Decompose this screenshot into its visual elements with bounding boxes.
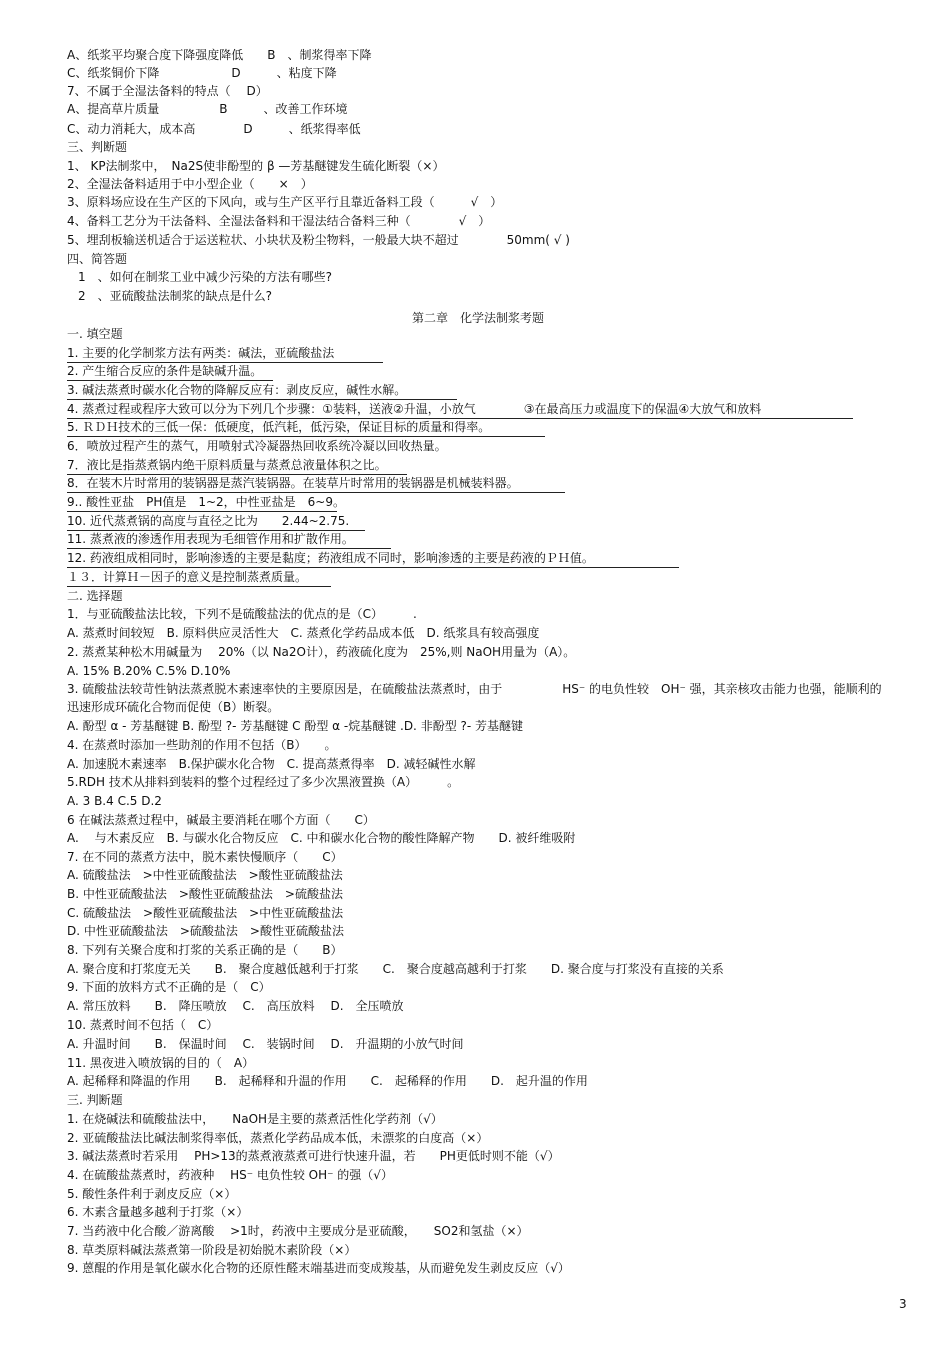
underlined-text: 10. 近代蒸煮锅的高度与直径之比为 2.44~2.75.: [67, 512, 365, 531]
text-line: 1、 KP法制浆中， Na2S使非酚型的 β —芳基醚键发生硫化断裂（×）: [67, 159, 445, 173]
text-line: [67, 344, 383, 363]
answer-options: A. 与木素反应 B. 与碳水化合物反应 C. 中和碳水化合物的酸性降解产物 D. 被纤维吸附: [67, 831, 576, 845]
question-line: 10. 蒸煮时间不包括（ C）: [67, 1018, 219, 1032]
answer-options: C. 硫酸盐法 >酸性亚硫酸盐法 >中性亚硫酸盐法: [67, 906, 344, 920]
answer-options: A. 蒸煮时间较短 B. 原料供应灵活性大 C. 蒸煮化学药品成本低 D. 纸浆具有较高强度: [67, 626, 540, 640]
underlined-text: 2. 产生缩合反应的条件是缺碱升温。: [67, 362, 273, 381]
question-line: 11. 黑夜进入喷放锅的目的（ A）: [67, 1056, 255, 1070]
answer-options: A. 加速脱木素速率 B.保护碳水化合物 C. 提高蒸煮得率 D. 减轻碱性水解: [67, 757, 476, 771]
section-heading: 一. 填空题: [67, 327, 123, 341]
text-line: 5. 酸性条件利于剥皮反应（×）: [67, 1187, 237, 1201]
text-line: 7、不属于全湿法备料的特点（ D）: [67, 84, 268, 98]
text-line: C、动力消耗大，成本高 D 、纸浆得率低: [67, 122, 361, 136]
question-line: 3. 硫酸盐法较苛性钠法蒸煮脱木素速率快的主要原因是，在硫酸盐法蒸煮时，由于 HS⁻ 的电负性较 OH⁻ 强，其亲核攻击能力也强，能顺利的迅速形成环硫化合物而促使（B）断裂。: [67, 682, 882, 714]
text-line: [67, 381, 457, 400]
underlined-text: 5. ＲＤＨ技术的三低一保：低硬度，低汽耗，低污染，保证目标的质量和得率。: [67, 418, 545, 437]
underlined-text: 7．液比是指蒸煮锅内绝干原料质量与蒸煮总液量体积之比。: [67, 456, 407, 475]
text-line: 3、原料场应设在生产区的下风向，或与生产区平行且靠近备料工段（ √ ）: [67, 195, 503, 209]
underlined-text: 12. 药液组成相同时，影响渗透的主要是黏度；药液组成不同时，影响渗透的主要是药液的ＰＨ值。: [67, 549, 679, 568]
answer-options: A. 起稀释和降温的作用 B. 起稀释和升温的作用 C. 起稀释的作用 D. 起升温的作用: [67, 1074, 588, 1088]
text-line: 4. 在硫酸盐蒸煮时，药液种 HS⁻ 电负性较 OH⁻ 的强（√）: [67, 1168, 393, 1182]
question-line: 8. 下列有关聚合度和打浆的关系正确的是（ B）: [67, 943, 343, 957]
question-line: 9. 下面的放料方式不正确的是（ C）: [67, 980, 271, 994]
text-line: A、纸浆平均聚合度下降强度降低 B 、制浆得率下降: [67, 48, 372, 62]
text-line: 9. 蒽醌的作用是氧化碳水化合物的还原性醛末端基进而变成羧基，从而避免发生剥皮反应（√）: [67, 1261, 570, 1275]
question-line: 6 在碱法蒸煮过程中，碱最主要消耗在哪个方面（ C）: [67, 813, 375, 827]
question-line: 5.RDH 技术从排料到装料的整个过程经过了多少次黑液置换（A） 。: [67, 775, 460, 789]
chapter-title: 第二章 化学法制浆考题: [412, 311, 545, 325]
text-line: 2. 亚硫酸盐法比碱法制浆得率低，蒸煮化学药品成本低，未漂浆的白度高（×）: [67, 1131, 489, 1145]
answer-options: D. 中性亚硫酸盐法 >硫酸盐法 >酸性亚硫酸盐法: [67, 924, 344, 938]
question-line: 1．与亚硫酸盐法比较，下列不是硫酸盐法的优点的是（C） .: [67, 607, 417, 621]
underlined-text: 8．在装木片时常用的装锅器是蒸汽装锅器。在装草片时常用的装锅器是机械装料器。: [67, 474, 565, 493]
text-line: 2 、亚硫酸盐法制浆的缺点是什么?: [78, 289, 273, 303]
text-line: [67, 456, 407, 475]
text-line: 3. 碱法蒸煮时若采用 PH>13的蒸煮液蒸煮可进行快速升温，若 PH更低时则不能（√）: [67, 1149, 560, 1163]
text-line: 8. 草类原料碱法蒸煮第一阶段是初始脱木素阶段（×）: [67, 1243, 357, 1257]
answer-options: A. 常压放料 B. 降压喷放 C. 高压放料 D. 全压喷放: [67, 999, 404, 1013]
text-line: 4、备料工艺分为干法备料、全湿法备料和干湿法结合备料三种（ √ ）: [67, 214, 491, 228]
underlined-text: 3. 碱法蒸煮时碳水化合物的降解反应有：剥皮反应，碱性水解。: [67, 381, 457, 400]
underlined-text: 4. 蒸煮过程或程序大致可以分为下列几个步骤：①装料，送液②升温，小放气 ③在最高压力或温度下的保温④大放气和放料: [67, 400, 853, 419]
section-heading: 四、简答题: [67, 252, 128, 266]
text-line: [67, 474, 565, 493]
question-line: 4. 在蒸煮时添加一些助剂的作用不包括（B） 。: [67, 738, 337, 752]
answer-options: A. 升温时间 B. 保温时间 C. 装锅时间 D. 升温期的小放气时间: [67, 1037, 464, 1051]
text-line: [67, 549, 679, 568]
answer-options: A. 硫酸盐法 >中性亚硫酸盐法 >酸性亚硫酸盐法: [67, 868, 343, 882]
text-line: [67, 418, 545, 437]
text-line: 1. 在烧碱法和硫酸盐法中， NaOH是主要的蒸煮活性化学药剂（√）: [67, 1112, 443, 1126]
question-line: 2. 蒸煮某种松木用碱量为 20%（以 Na2O计），药液硫化度为 25%,则 NaOH用量为（A）。: [67, 645, 576, 659]
page-number: 3: [899, 1297, 907, 1311]
answer-options: A. 聚合度和打浆度无关 B. 聚合度越低越利于打浆 C. 聚合度越高越利于打浆 D. 聚合度与打浆没有直接的关系: [67, 962, 724, 976]
text-line: [67, 568, 331, 587]
text-line: A、提高草片质量 B 、改善工作环境: [67, 102, 348, 116]
underlined-text: 9.. 酸性亚盐 PH值是 1~2，中性亚盐是 6~9。: [67, 493, 337, 512]
text-line: 7. 当药液中化合酸／游离酸 >1时，药液中主要成分是亚硫酸， SO2和氢盐（×）: [67, 1224, 529, 1238]
section-heading: 二. 选择题: [67, 589, 123, 603]
text-line: 2、全湿法备料适用于中小型企业（ × ）: [67, 177, 313, 191]
text-line: [67, 512, 365, 531]
answer-options: A. 酚型 α - 芳基醚键 B. 酚型 ?- 芳基醚键 C 酚型 α -烷基醚键 .D. 非酚型 ?- 芳基醚键: [67, 719, 524, 733]
text-line: 6. 木素含量越多越利于打浆（×）: [67, 1205, 249, 1219]
question-line: 7. 在不同的蒸煮方法中，脱木素快慢顺序（ C）: [67, 850, 343, 864]
text-line: [67, 530, 391, 549]
text-line: 1 、如何在制浆工业中减少污染的方法有哪些?: [78, 270, 333, 284]
section-heading: 三、判断题: [67, 140, 128, 154]
underlined-text: １３．计算Ｈ－因子的意义是控制蒸煮质量。: [67, 568, 331, 587]
underlined-text: 1. 主要的化学制浆方法有两类：碱法，亚硫酸盐法: [67, 344, 383, 363]
text-line: 6．喷放过程产生的蒸气，用喷射式冷凝器热回收系统冷凝以回收热量。: [67, 439, 447, 453]
text-line: [67, 362, 273, 381]
answer-options: A. 15% B.20% C.5% D.10%: [67, 664, 231, 678]
text-line: C、纸浆铜价下降 D 、粘度下降: [67, 66, 337, 80]
answer-options: B. 中性亚硫酸盐法 >酸性亚硫酸盐法 >硫酸盐法: [67, 887, 343, 901]
underlined-text: 11. 蒸煮液的渗透作用表现为毛细管作用和扩散作用。: [67, 530, 391, 549]
answer-options: A. 3 B.4 C.5 D.2: [67, 794, 162, 808]
text-line: [67, 400, 853, 419]
text-line: [67, 493, 345, 512]
text-line: 5、埋刮板输送机适合于运送粒状、小块状及粉尘物料，一般最大块不超过 50mm( √ ): [67, 233, 570, 247]
section-heading: 三. 判断题: [67, 1093, 123, 1107]
